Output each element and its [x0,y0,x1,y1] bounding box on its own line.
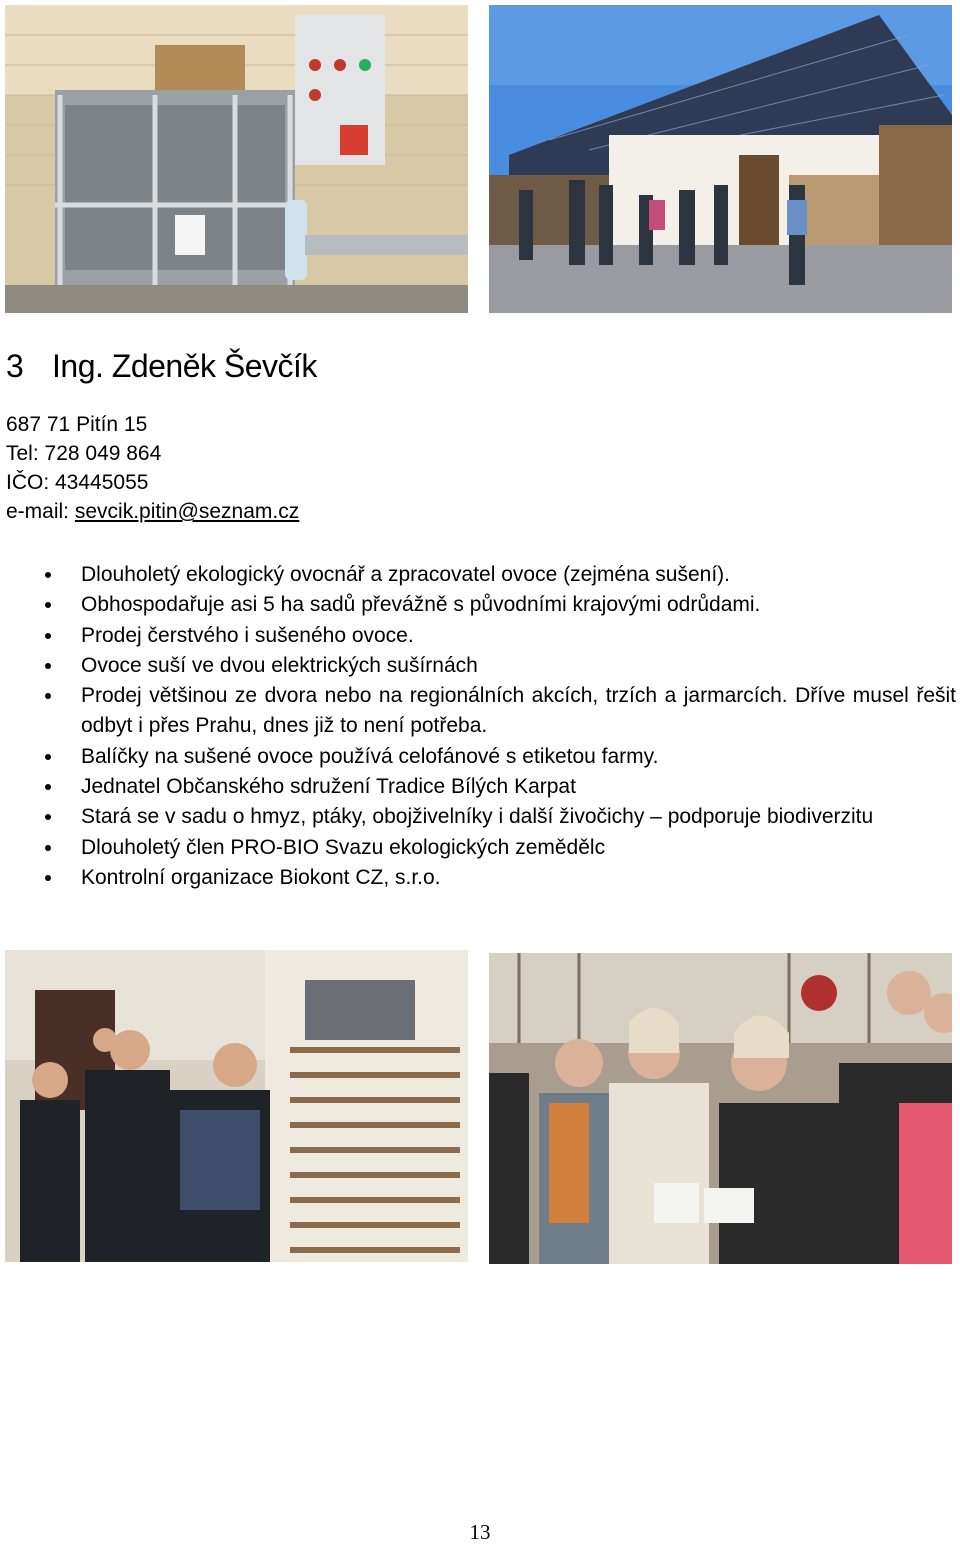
list-item: Dlouholetý ekologický ovocnář a zpracovatel ovoce (zejména sušení). [0,560,956,590]
list-item: Ovoce suší ve dvou elektrických sušírnách [0,651,956,681]
list-item: Balíčky na sušené ovoce používá celofánové s etiketou farmy. [0,742,956,772]
list-item: Prodej většinou ze dvora nebo na regionálních akcích, trzích a jarmarcích. Dříve musel řešit odbyt i přes Prahu, dnes již to není potřeba. [0,681,956,742]
email-line [6,497,299,526]
ico-number: IČO: 43445055 [6,471,149,494]
page-number: 13 [469,1520,491,1544]
section-number: 3 [6,348,24,384]
list-item: Kontrolní organizace Biokont CZ, s.r.o. [0,863,956,893]
list-item: Jednatel Občanského sdružení Tradice Bílých Karpat [0,772,956,802]
bullet-list [0,560,956,893]
photo-visitors-reading [489,953,952,1264]
telephone: Tel: 728 049 864 [6,442,162,465]
email-label: e-mail: [6,500,75,523]
photo-farm-building-solar [489,5,952,313]
list-item: Obhospodařuje asi 5 ha sadů převážně s původními krajovými odrůdami. [0,590,956,620]
contact-block [6,410,299,526]
list-item: Dlouholetý člen PRO-BIO Svazu ekologických zemědělc [0,833,956,863]
section-heading [6,348,317,385]
list-item: Stará se v sadu o hmyz, ptáky, obojživelníky i další živočichy – podporuje biodiverzitu [0,802,956,832]
list-item: Prodej čerstvého i sušeného ovoce. [0,621,956,651]
email-link[interactable]: sevcik.pitin@seznam.cz [74,500,300,523]
address: 687 71 Pitín 15 [6,413,148,436]
section-title: Ing. Zdeněk Ševčík [52,348,317,384]
photo-dryer-group [5,950,468,1262]
photo-bottling-machine [5,5,468,313]
